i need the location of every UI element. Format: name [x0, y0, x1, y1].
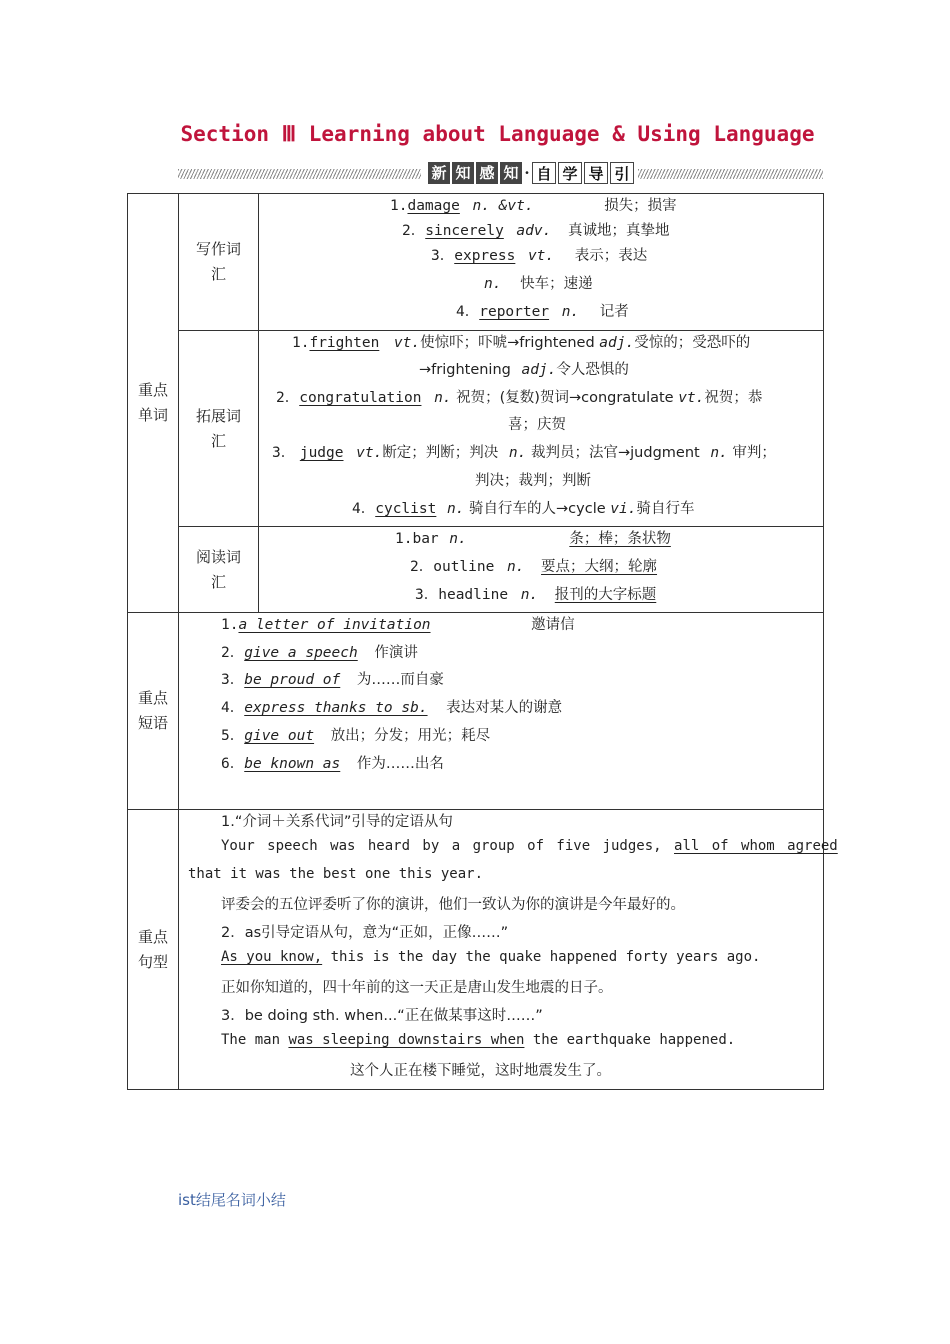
- phrase-en: be proud of: [244, 672, 341, 688]
- extended-item-4: [352, 497, 694, 518]
- phrase-en: express thanks to sb.: [244, 700, 428, 716]
- banner-char: 新: [428, 162, 450, 184]
- item-number: 1.: [390, 198, 408, 214]
- banner-char: 知: [452, 162, 474, 184]
- item-number: 1.: [221, 617, 239, 633]
- meaning: 要点；大纲；轮廓: [541, 559, 658, 575]
- writing-item-4: [456, 300, 629, 321]
- banner-char: 自: [532, 162, 556, 184]
- reading-item-1: [395, 527, 671, 548]
- part-of-speech: n.: [449, 531, 467, 547]
- category-label: 重点短语: [137, 689, 168, 732]
- phrase-cn: 为……而自豪: [356, 672, 444, 688]
- item-number: 4．: [352, 501, 376, 517]
- item-number: 4．: [456, 304, 480, 320]
- phrase-item-4: [221, 696, 562, 717]
- sentence-text: Your speech was heard by a group of five judges,: [221, 838, 675, 854]
- subcat-extended: [178, 330, 259, 527]
- meaning: 损失；损害: [604, 198, 677, 214]
- writing-item-3: [431, 244, 647, 265]
- hatch-left: [178, 169, 421, 179]
- item-number: 2．: [276, 390, 300, 406]
- meaning: 记者: [599, 304, 629, 320]
- phrase-cn: 邀请信: [531, 617, 575, 633]
- part-of-speech: vt.: [527, 248, 555, 264]
- vocab-word: judge: [299, 445, 344, 461]
- banner-char: 引: [610, 162, 634, 184]
- extended-item-3: [272, 441, 776, 462]
- item-number: 5．: [221, 728, 245, 744]
- meaning: 祝贺；(复数)贺词→congratulate: [456, 390, 674, 406]
- phrase-item-1: [221, 613, 575, 634]
- item-number: 3．: [221, 672, 245, 688]
- phrase-en: give a speech: [244, 645, 358, 661]
- part-of-speech: n. &vt.: [472, 198, 534, 214]
- banner-char: 导: [584, 162, 608, 184]
- part-of-speech: n.: [710, 445, 728, 461]
- subcat-writing: [178, 193, 259, 331]
- phrase-cn: 表达对某人的谢意: [446, 700, 563, 716]
- sentence-text: The man: [221, 1032, 289, 1048]
- banner-badge: [428, 160, 634, 186]
- example-sentence-1b: that it was the best one this year.: [188, 866, 484, 882]
- meaning: 报刊的大字标题: [554, 587, 657, 603]
- sentence-key: As you know,: [221, 949, 323, 965]
- vocab-word: 2．outline: [410, 559, 495, 575]
- hatch-right: [638, 169, 823, 179]
- meaning: 断定；判断；判决: [382, 445, 499, 461]
- meaning: 祝贺；恭: [704, 390, 763, 406]
- sentence-key: all of whom agreed: [674, 838, 838, 854]
- meaning: 表示；表达: [574, 248, 648, 264]
- vocab-word: express: [454, 248, 516, 264]
- meaning: 令人恐惧的: [556, 362, 629, 378]
- pattern-heading-3: 3．be doing sth. when...“正在做某事这时……”: [221, 1008, 543, 1024]
- category-sentences: [127, 809, 179, 1090]
- example-sentence-2: [221, 949, 760, 965]
- banner-char: 学: [558, 162, 582, 184]
- phrase-item-3: [221, 668, 444, 689]
- item-number: 4．: [221, 700, 245, 716]
- part-of-speech: adj.: [521, 362, 557, 378]
- extended-item-1: [292, 331, 750, 352]
- extended-item-1b: [419, 358, 629, 379]
- phrase-en: a letter of invitation: [238, 617, 431, 633]
- pattern-heading-2: 2．as引导定语从句，意为“正如，正像……”: [221, 925, 509, 941]
- section-banner: [178, 160, 823, 188]
- meaning: 骑自行车的人→cycle: [469, 501, 606, 517]
- part-of-speech: vi.: [610, 501, 637, 517]
- item-number: 3．: [272, 445, 296, 461]
- item-number: 3．: [431, 248, 455, 264]
- banner-char: ·: [524, 164, 530, 182]
- part-of-speech: adj.: [599, 335, 635, 351]
- item-number: 2．: [402, 223, 426, 239]
- meaning: 使惊吓；吓唬→frightened: [420, 335, 595, 351]
- page-title: Section Ⅲ Learning about Language & Using Language: [180, 122, 815, 146]
- reading-item-2: [410, 555, 657, 576]
- subcat-label: 写作词汇: [195, 240, 241, 283]
- part-of-speech: vt.: [356, 445, 383, 461]
- phrase-cn: 作为……出名: [356, 756, 444, 772]
- example-sentence-3: [221, 1032, 735, 1048]
- part-of-speech: n.: [508, 445, 527, 461]
- subcat-label: 拓展词汇: [195, 406, 241, 450]
- extended-item-2: [276, 386, 762, 407]
- meaning: 骑自行车: [636, 501, 695, 517]
- item-number: 1.: [292, 335, 310, 351]
- vocab-word: 1.bar: [395, 531, 439, 547]
- part-of-speech: n.: [484, 276, 502, 292]
- category-label: 重点单词: [137, 381, 168, 424]
- part-of-speech: vt.: [393, 335, 421, 351]
- part-of-speech: n.: [520, 587, 539, 603]
- vocab-word: 3．headline: [415, 587, 509, 603]
- phrase-item-5: [221, 724, 490, 745]
- vocab-word: reporter: [479, 304, 550, 320]
- extended-item-2b: 喜；庆贺: [508, 417, 566, 433]
- phrase-cn: 放出；分发；用光；耗尽: [330, 728, 491, 744]
- item-number: 6．: [221, 756, 245, 772]
- part-of-speech: n.: [506, 559, 525, 575]
- vocab-word: sincerely: [425, 223, 504, 239]
- meaning: 真诚地；真挚地: [567, 223, 670, 239]
- reading-item-3: [415, 583, 656, 604]
- phrase-en: give out: [244, 728, 315, 744]
- translation-1: 评委会的五位评委听了你的演讲，他们一致认为你的演讲是今年最好的。: [221, 897, 685, 913]
- part-of-speech: n.: [434, 390, 452, 406]
- part-of-speech: vt.: [678, 390, 705, 406]
- item-number: 2．: [221, 645, 245, 661]
- category-label: 重点句型: [137, 927, 168, 971]
- banner-char: 感: [476, 162, 498, 184]
- category-words: [127, 193, 179, 613]
- part-of-speech: adv.: [516, 223, 552, 239]
- banner-char: 知: [500, 162, 522, 184]
- phrase-item-6: [221, 752, 444, 773]
- section-link[interactable]: ist结尾名词小结: [178, 1191, 286, 1209]
- vocab-word: congratulation: [299, 390, 422, 406]
- derived-word: →frightening: [419, 362, 511, 378]
- example-sentence-1a: [221, 838, 838, 854]
- meaning: 条；棒；条状物: [569, 531, 671, 547]
- sentence-text: the earthquake happened.: [524, 1032, 736, 1048]
- phrase-cn: 作演讲: [374, 645, 418, 661]
- subcat-reading: [178, 526, 259, 613]
- sentence-text: this is the day the quake happened forty years ago.: [322, 949, 761, 965]
- subcat-label: 阅读词汇: [195, 547, 241, 591]
- pattern-heading-1: 1.“介词＋关系代词”引导的定语从句: [221, 814, 453, 830]
- meaning: 快车；速递: [520, 276, 593, 292]
- meaning: 裁判员；法官→judgment: [531, 445, 700, 461]
- phrase-item-2: [221, 641, 418, 662]
- vocab-word: damage: [407, 198, 460, 214]
- vocab-word: cyclist: [375, 501, 437, 517]
- category-phrases: [127, 612, 179, 810]
- sentence-key: was sleeping downstairs when: [288, 1032, 525, 1048]
- vocab-word: frighten: [309, 335, 380, 351]
- part-of-speech: n.: [446, 501, 465, 517]
- part-of-speech: n.: [561, 304, 580, 320]
- translation-3: 这个人正在楼下睡觉，这时地震发生了。: [350, 1063, 611, 1079]
- translation-2: 正如你知道的，四十年前的这一天正是唐山发生地震的日子。: [221, 980, 613, 996]
- extended-item-3b: 判决；裁判；判断: [475, 473, 591, 489]
- meaning: 受惊的；受恐吓的: [634, 335, 751, 351]
- writing-item-2: [402, 219, 669, 240]
- meaning: 审判；: [732, 445, 776, 461]
- writing-item-1: [390, 194, 677, 215]
- phrase-en: be known as: [244, 756, 341, 772]
- writing-item-3b: [484, 272, 593, 293]
